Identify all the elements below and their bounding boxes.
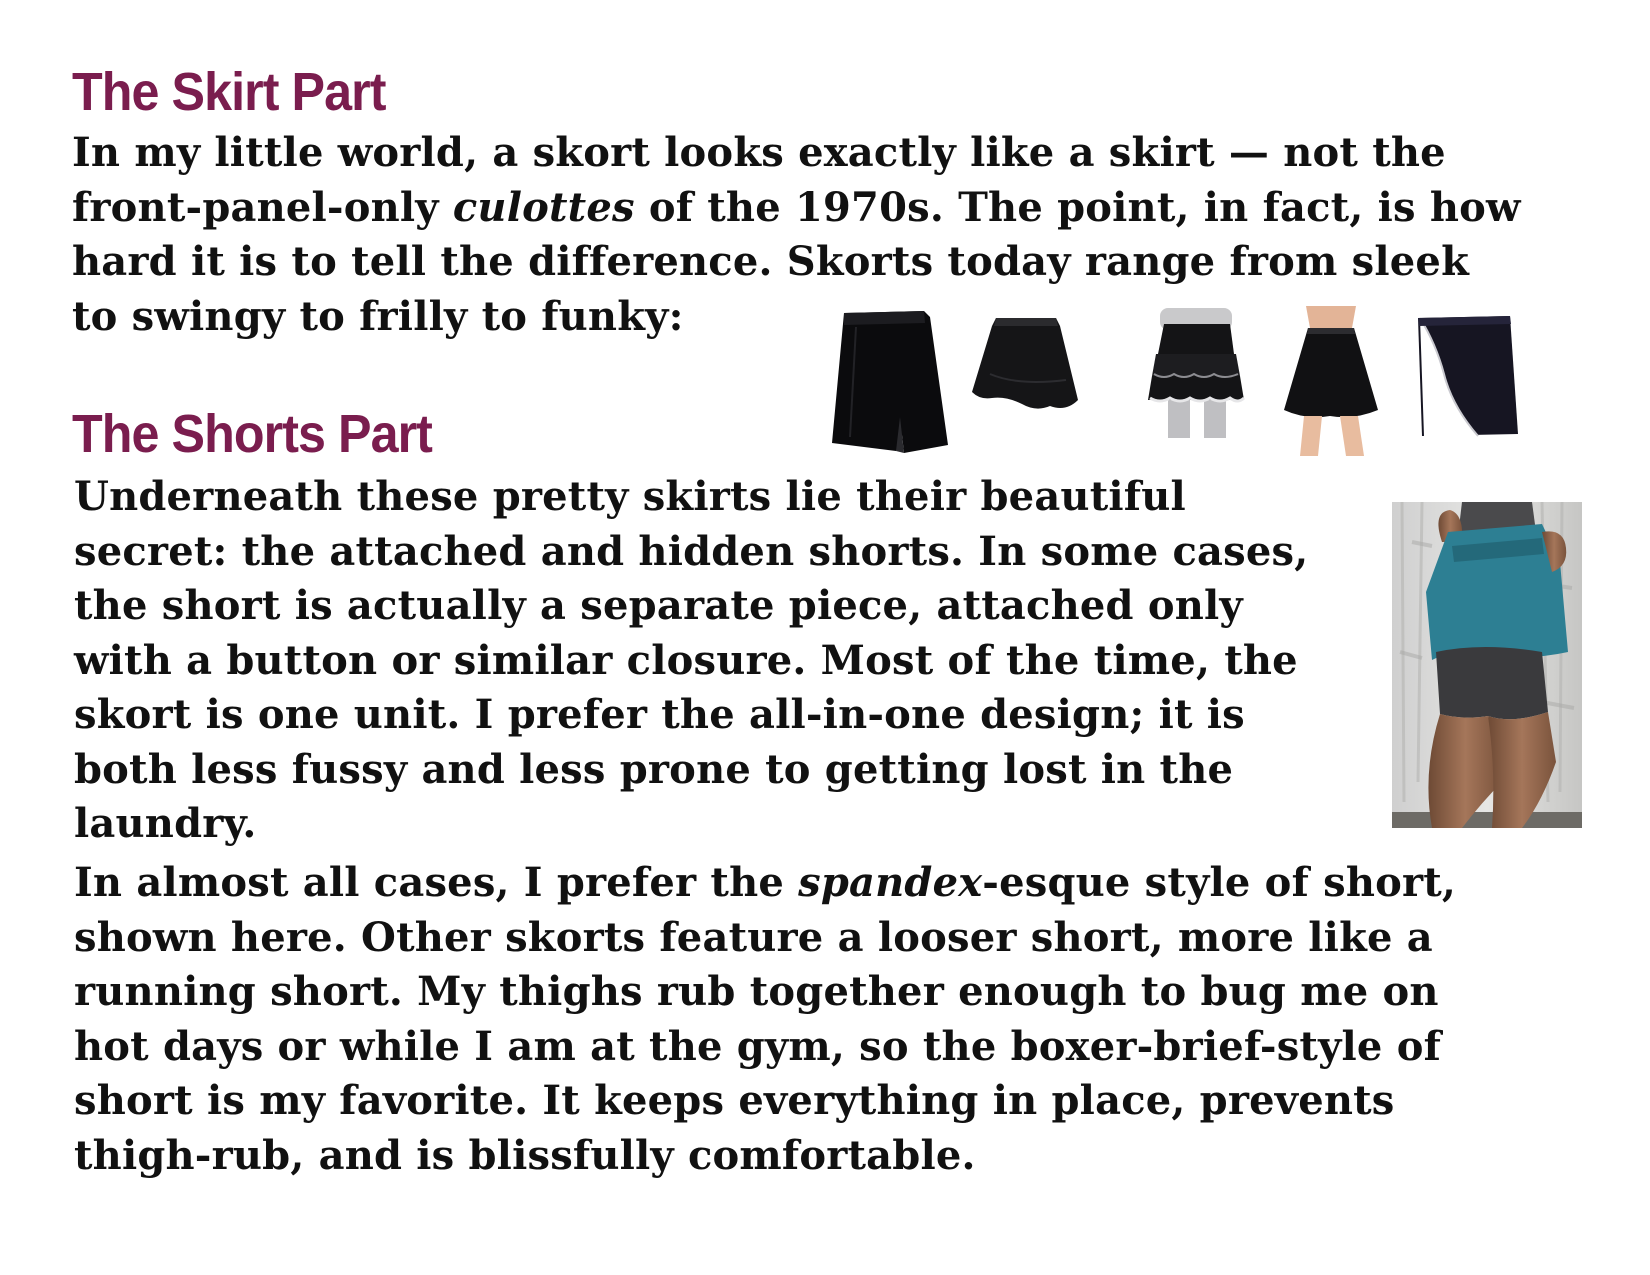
shorts-part-heading: The Shorts Part	[72, 404, 432, 464]
sleek-skort-image	[826, 307, 958, 455]
culottes-emphasis: culottes	[452, 183, 635, 231]
text-line: Underneath these pretty skirts lie their beautiful	[74, 473, 1186, 520]
text-line: shown here. Other skorts feature a looser short, more like a	[74, 913, 1433, 961]
text-line: hot days or while I am at the gym, so the boxer-brief-style of	[74, 1022, 1441, 1070]
text-line: hard it is to tell the difference. Skorts today range from sleek	[72, 238, 1469, 285]
text-line: with a button or similar closure. Most of the time, the	[74, 636, 1298, 684]
flared-skort-image	[1282, 306, 1380, 456]
swingy-skort-image	[970, 312, 1080, 414]
text-line: In my little world, a skort looks exactly like a skirt — not the	[72, 129, 1446, 176]
text-line: skort is one unit. I prefer the all-in-one design; it is	[74, 691, 1245, 738]
text-line: front-panel-only culottes of the 1970s. The point, in fact, is how	[72, 183, 1521, 231]
shorts-paragraph-1	[74, 470, 1308, 852]
shorts-paragraph-2	[74, 856, 1456, 1183]
text-line: In almost all cases, I prefer the spandex-esque style of short,	[74, 859, 1457, 906]
text-line: thigh-rub, and is blissfully comfortable.	[74, 1131, 976, 1179]
skort-shorts-photo	[1392, 502, 1582, 828]
funky-skort-image	[1414, 314, 1518, 438]
frilly-skort-image	[1146, 308, 1246, 438]
text-line: to swingy to frilly to funky:	[72, 292, 684, 340]
text-line: running short. My thighs rub together enough to bug me on	[74, 968, 1439, 1015]
text-line: both less fussy and less prone to getting lost in the	[74, 745, 1234, 793]
spandex-emphasis: spandex	[798, 859, 983, 906]
text-line: short is my favorite. It keeps everything in place, prevents	[74, 1077, 1395, 1124]
text-line: laundry.	[74, 800, 257, 847]
text-line: the short is actually a separate piece, attached only	[74, 582, 1243, 629]
skirt-part-heading: The Skirt Part	[72, 62, 386, 122]
text-line: secret: the attached and hidden shorts. In some cases,	[74, 527, 1309, 575]
